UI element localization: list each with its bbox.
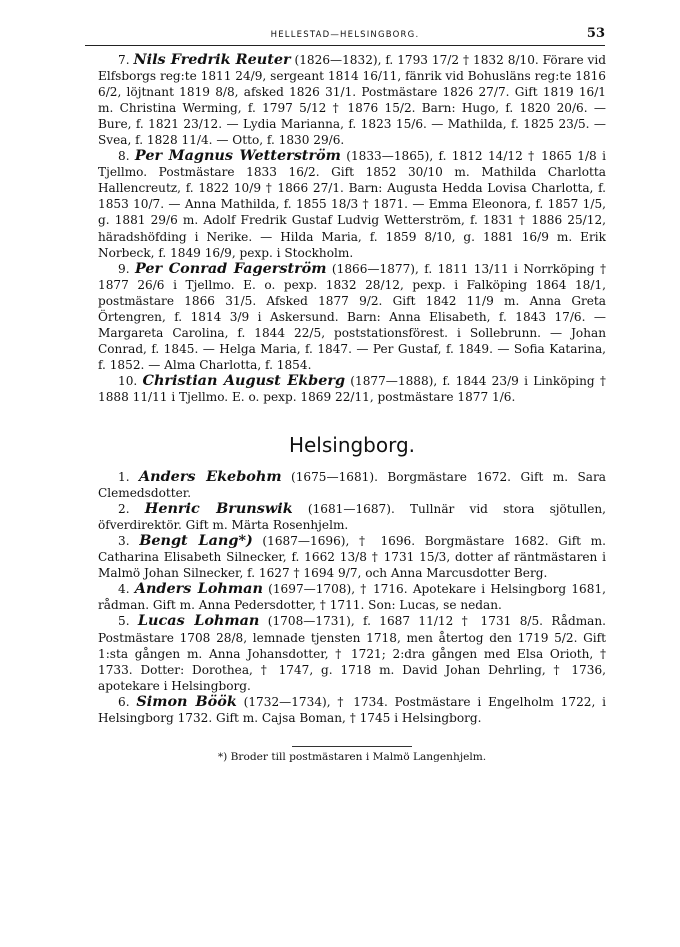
entry-paragraph [98, 52, 606, 148]
helsingborg-list [98, 469, 606, 726]
entry-paragraph [98, 373, 606, 405]
entry-number: 3. [118, 534, 140, 549]
entry-text: (1826—1832), f. 1793 17/2 † 1832 8/10. Förare vid Elfsborgs reg:te 1811 24/9, sergeant 1814 16/11, fänrik vid Bohusläns reg:te 1816 6/2, löjtnant 1819 8/8, afsked 1826 31/1. Postmästare 1826 27/7. Gift 1819 16/1 m. Christina Werming, f. 1797 5/12 † 1876 15/2. Barn: Hugo, f. 1820 20/6. — Bure, f. 1821 23/12. — Lydia Marianna, f. 1823 15/6. — Mathilda, f. 1825 23/5. — Svea, f. 1828 11/4. — Otto, f. 1830 29/6. [98, 53, 606, 148]
entry-text: (1708—1731), f. 1687 11/12 † 1731 8/5. Rådman. Postmästare 1708 28/8, lemnade tjensten 1718, men återtog den 1719 5/2. Gift 1:sta gången m. Anna Johansdotter, † 1721; 2:dra gången med Elsa Orioth, † 1733. Dotter: Dorothea, † 1747, g. 1718 m. David Johan Dehrling, † 1736, apotekare i Helsingborg. [98, 614, 607, 693]
entry-number: 2. [118, 502, 145, 517]
entry-number: 8. [118, 149, 135, 164]
entry-name: Per Conrad Fagerström [134, 259, 327, 277]
entry-number: 6. [118, 694, 137, 709]
entry-text: (1687—1696), † 1696. Borgmästare 1682. Gift m. Catharina Elisabeth Silnecker, f. 1662 13/8 † 1731 15/3, dotter af räntmästaren i Malmö Johan Silnecker, f. 1627 † 1694 9/7, och Anna Marcusdotter Berg. [98, 534, 606, 581]
entry-number: 10. [118, 373, 143, 388]
entry-text: (1833—1865), f. 1812 14/12 † 1865 1/8 i Tjellmo. Postmästare 1833 16/2. Gift 1852 30/10 m. Mathilda Charlotta Hallencreutz, f. 1822 10/9 † 1866 27/1. Barn: Augusta Hedda Lovisa Charlotta, f. 1853 10/7. — Anna Mathilda, f. 1855 18/3 † 1871. — Emma Eleonora, f. 1857 1/5, g. 1881 29/6 m. Adolf Fredrik Gustaf Ludvig Wetterström, f. 1831 † 1886 25/12, häradshöfding i Nerike. — Hilda Maria, f. 1859 8/10, g. 1881 16/9 m. Erik Norbeck, f. 1849 16/9, pexp. i Stockholm. [98, 149, 606, 260]
entry-paragraph [98, 469, 606, 501]
entry-name: Anders Ekebohm [138, 468, 282, 486]
page-number: 53 [586, 26, 605, 41]
entry-text: (1697—1708), † 1716. Apotekare i Helsingborg 1681, rådman. Gift m. Anna Pedersdotter, † 1711. Son: Lucas, se nedan. [98, 582, 606, 613]
entry-name: Lucas Lohman [137, 612, 260, 630]
entry-number: 1. [118, 470, 139, 485]
entry-text: (1681—1687). Tullnär vid stora sjötullen, öfverdirektör. Gift m. Märta Rosenhjelm. [98, 502, 607, 533]
entry-name: Bengt Lang*) [139, 532, 253, 550]
footnote-rule [292, 746, 412, 747]
header-rule [85, 45, 605, 46]
entry-name: Christian August Ekberg [142, 371, 346, 389]
running-title: HELLESTAD—HELSINGBORG. [270, 30, 420, 40]
entry-name: Nils Fredrik Reuter [133, 51, 291, 68]
entry-number: 7. [118, 53, 134, 67]
entry-number: 4. [118, 582, 135, 597]
footnote: *) Broder till postmästaren i Malmö Langenhjelm. [217, 750, 487, 763]
entry-number: 9. [118, 261, 135, 276]
section-title: Helsingborg. [288, 433, 416, 458]
page-body [98, 52, 606, 763]
entry-number: 5. [118, 614, 138, 629]
entry-paragraph [98, 261, 606, 373]
entry-paragraph [98, 533, 606, 581]
hellestad-list [98, 52, 606, 405]
entry-paragraph [98, 148, 606, 260]
entry-text: (1866—1877), f. 1811 13/11 i Norrköping † 1877 26/6 i Tjellmo. E. o. pexp. 1832 28/12, pexp. i Falköping 1864 18/1, postmästare 1866 31/5. Afsked 1877 9/2. Gift 1842 11/9 m. Anna Greta Örtengren, f. 1814 3/9 i Askersund. Barn: Anna Elisabeth, f. 1843 17/6. — Margareta Carolina, f. 1844 22/5, poststationsförest. i Sollebrunn. — Johan Conrad, f. 1845. — Helga Maria, f. 1847. — Per Gustaf, f. 1849. — Sofia Katarina, f. 1852. — Alma Charlotta, f. 1854. [98, 261, 606, 372]
entry-text: (1732—1734), † 1734. Postmästare i Engelholm 1722, i Helsingborg 1732. Gift m. Cajsa Boman, † 1745 i Helsingborg. [98, 694, 606, 725]
page-header [85, 24, 605, 46]
entry-name: Per Magnus Wetterström [134, 147, 341, 165]
entry-name: Simon Böök [136, 692, 237, 710]
entry-text: (1877—1888), f. 1844 23/9 i Linköping † 1888 11/11 i Tjellmo. E. o. pexp. 1869 22/11, postmästare 1877 1/6. [98, 373, 606, 404]
entry-name: Henric Brunswik [144, 500, 293, 518]
entry-paragraph [98, 613, 606, 693]
entry-paragraph [98, 694, 606, 726]
entry-paragraph [98, 581, 606, 613]
entry-text: (1675—1681). Borgmästare 1672. Gift m. Sara Clemedsdotter. [98, 470, 606, 501]
entry-paragraph [98, 501, 606, 533]
entry-name: Anders Lohman [134, 580, 263, 598]
